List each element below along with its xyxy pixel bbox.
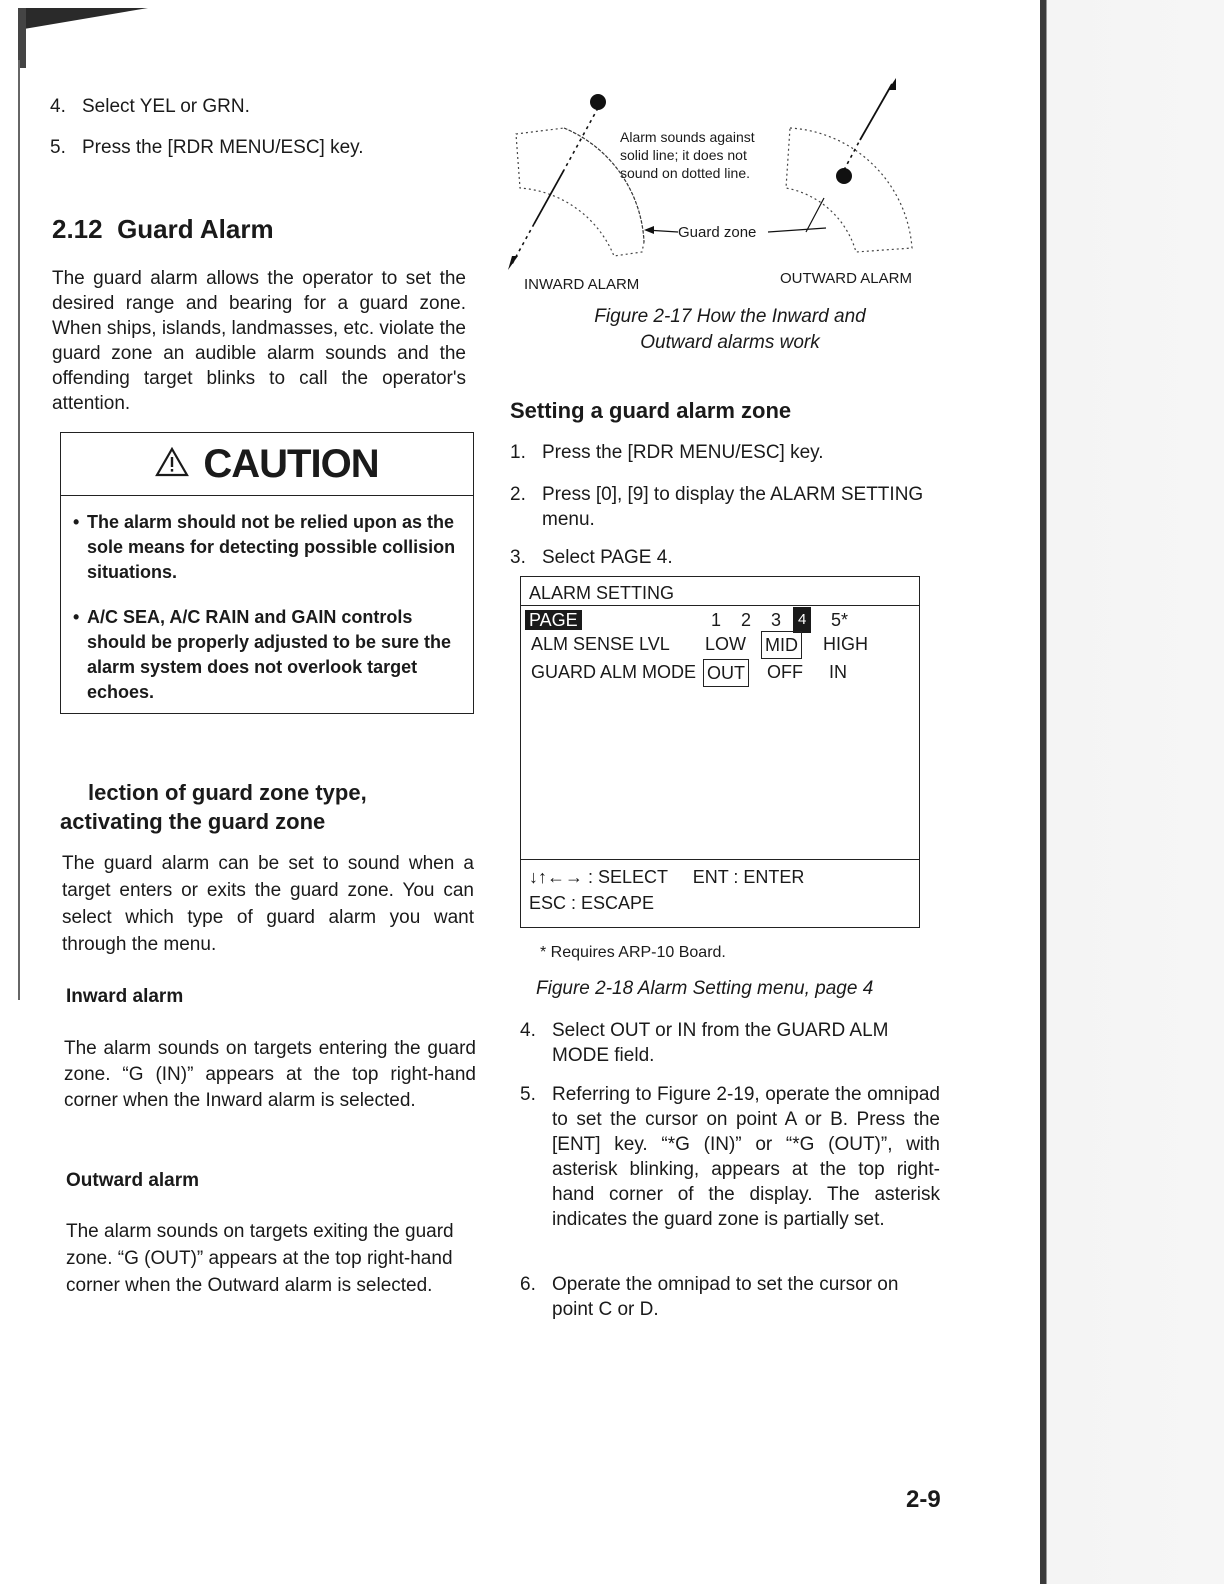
caution-title: CAUTION bbox=[203, 441, 379, 486]
step-text: Press [0], [9] to display the ALARM SETTING menu. bbox=[542, 484, 924, 530]
footer-select: ↓↑←→ : SELECT bbox=[529, 867, 668, 887]
inward-target-dot bbox=[590, 94, 606, 110]
step-2 bbox=[510, 482, 940, 532]
inward-path-solid bbox=[534, 170, 564, 224]
page-option: 1 bbox=[711, 610, 722, 630]
step-text: Operate the omnipad to set the cursor on point C or D. bbox=[552, 1274, 899, 1320]
footer-escape: ESC : ESCAPE bbox=[529, 893, 655, 913]
warning-triangle-icon bbox=[155, 447, 189, 482]
caution-header bbox=[61, 433, 473, 496]
section-title: Guard Alarm bbox=[117, 214, 274, 244]
mode-label: GUARD ALM MODE bbox=[531, 662, 697, 682]
caution-box bbox=[60, 432, 474, 714]
outward-zone-dotted bbox=[786, 128, 912, 252]
diagram-note-line: solid line; it does not bbox=[620, 147, 747, 163]
mode-option: OFF bbox=[767, 662, 803, 682]
footer-enter: ENT : ENTER bbox=[692, 867, 805, 887]
outward-path-solid bbox=[860, 84, 892, 140]
step-number: 5. bbox=[520, 1084, 536, 1105]
caption-line: Outward alarms work bbox=[640, 332, 820, 353]
step-text: Press the [RDR MENU/ESC] key. bbox=[82, 137, 364, 158]
step-5-top bbox=[50, 135, 470, 160]
outward-heading: Outward alarm bbox=[66, 1170, 200, 1191]
step-number: 1. bbox=[510, 442, 526, 463]
diagram-note-line: Alarm sounds against bbox=[620, 129, 755, 145]
step-number: 4. bbox=[50, 96, 66, 117]
step-text: Select YEL or GRN. bbox=[82, 96, 250, 117]
inward-alarm-label: INWARD ALARM bbox=[524, 276, 640, 293]
scan-corner-mark bbox=[18, 8, 148, 68]
scan-edge-band bbox=[1040, 0, 1224, 1584]
step-4 bbox=[520, 1018, 940, 1068]
sense-label: ALM SENSE LVL bbox=[531, 634, 670, 654]
menu-row-sense bbox=[531, 631, 921, 657]
scan-left-edge bbox=[18, 60, 20, 1000]
guard-zone-pointer-right bbox=[768, 228, 826, 232]
page-option-selected: 4 bbox=[793, 607, 811, 633]
caution-item: • A/C SEA, A/C RAIN and GAIN controls should be properly adjusted to be sure the alarm system does not overlook target echoes. bbox=[65, 605, 463, 705]
step-3 bbox=[510, 545, 940, 570]
step-6 bbox=[520, 1272, 940, 1322]
menu-row-mode bbox=[531, 659, 921, 685]
page-number: 2-9 bbox=[906, 1486, 941, 1513]
setting-heading: Setting a guard alarm zone bbox=[510, 398, 792, 423]
mode-option-selected: OUT bbox=[703, 659, 749, 687]
sense-option: LOW bbox=[705, 634, 747, 654]
step-number: 6. bbox=[520, 1274, 536, 1295]
step-text: Select PAGE 4. bbox=[542, 547, 673, 568]
inward-heading: Inward alarm bbox=[66, 986, 184, 1007]
mode-option: IN bbox=[829, 662, 847, 682]
subsection-title-line1: lection of guard zone type, bbox=[88, 780, 367, 805]
page-option: 3 bbox=[771, 610, 782, 630]
step-1 bbox=[510, 440, 940, 465]
guard-zone-label: Guard zone bbox=[678, 224, 757, 241]
step-number: 5. bbox=[50, 137, 66, 158]
step-number: 3. bbox=[510, 547, 526, 568]
outward-target-dot bbox=[836, 168, 852, 184]
guard-zone-diagram bbox=[504, 78, 944, 298]
menu-row-page bbox=[525, 607, 915, 633]
page-option: 5* bbox=[831, 610, 849, 630]
figure-17-caption bbox=[520, 304, 940, 356]
section-heading bbox=[52, 214, 274, 245]
alarm-setting-menu bbox=[520, 576, 920, 928]
subsection-heading bbox=[60, 778, 480, 836]
outward-paragraph: The alarm sounds on targets exiting the guard zone. “G (OUT)” appears at the top right-hand corner when the Outward alarm is selected. bbox=[66, 1221, 454, 1296]
footnote: * Requires ARP-10 Board. bbox=[540, 944, 726, 961]
diagram-note bbox=[620, 128, 755, 182]
subsection-paragraph: The guard alarm can be set to sound when a target enters or exits the guard zone. You can select which type of guard alarm you want through the menu. bbox=[62, 853, 474, 955]
figure-18-caption: Figure 2-18 Alarm Setting menu, page 4 bbox=[536, 978, 874, 999]
menu-title: ALARM SETTING bbox=[521, 577, 919, 606]
inward-arrowhead bbox=[508, 256, 518, 270]
sense-option: HIGH bbox=[823, 634, 868, 654]
inward-path-dotted bbox=[564, 108, 598, 170]
step-text: Referring to Figure 2-19, operate the omnipad to set the cursor on point A or B. Press the [ENT] key. “*G (IN)” or “*G (OUT)”, with asterisk blinking, appears at the top right-hand corner of the display. The asterisk indicates the guard zone is partially set. bbox=[552, 1084, 940, 1230]
inward-paragraph: The alarm sounds on targets entering the guard zone. “G (IN)” appears at the top right-hand corner when the Inward alarm is selected. bbox=[64, 1038, 476, 1111]
step-number: 4. bbox=[520, 1020, 536, 1041]
step-4-top bbox=[50, 94, 470, 119]
subsection-title-line2: activating the guard zone bbox=[60, 809, 326, 834]
guard-zone-pointer-right-diag bbox=[806, 198, 824, 232]
guard-zone-diagram-svg bbox=[504, 78, 944, 298]
menu-footer bbox=[521, 859, 919, 927]
section-number: 2.12 bbox=[52, 214, 103, 244]
outward-alarm-label: OUTWARD ALARM bbox=[780, 270, 912, 287]
page-option: 2 bbox=[741, 610, 752, 630]
step-5 bbox=[520, 1082, 940, 1232]
outward-path-dotted bbox=[844, 140, 860, 170]
intro-paragraph: The guard alarm allows the operator to set the desired range and bearing for a guard zone. When ships, islands, landmasses, etc. violate the guard zone an audible alarm sounds and the offending target blinks to call the operator's attention. bbox=[52, 268, 466, 414]
sense-option-selected: MID bbox=[761, 631, 802, 659]
page-label: PAGE bbox=[525, 610, 582, 630]
caution-item: • The alarm should not be relied upon as the sole means for detecting possible collision situations. bbox=[65, 510, 463, 585]
guard-zone-pointer-left-head bbox=[644, 226, 654, 234]
caption-line: Figure 2-17 How the Inward and bbox=[594, 306, 866, 327]
step-text: Press the [RDR MENU/ESC] key. bbox=[542, 442, 824, 463]
step-text: Select OUT or IN from the GUARD ALM MODE field. bbox=[552, 1020, 889, 1066]
step-number: 2. bbox=[510, 484, 526, 505]
outward-arrowhead bbox=[888, 78, 896, 90]
diagram-note-line: sound on dotted line. bbox=[620, 165, 750, 181]
